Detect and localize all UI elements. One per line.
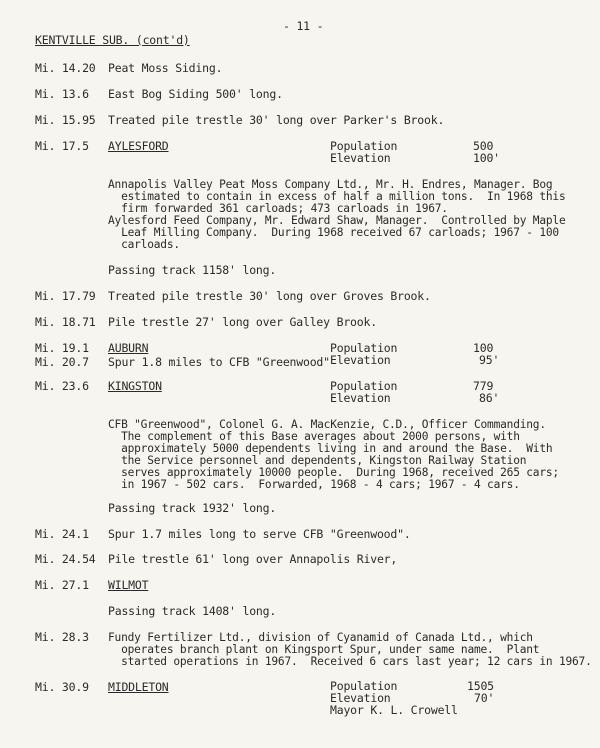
elevation-label: Elevation xyxy=(330,353,391,367)
elevation-value: 100' xyxy=(473,151,500,165)
mile-marker: Mi. 18.71 xyxy=(35,315,96,329)
population-value: 100 xyxy=(473,341,494,355)
population-label: Population xyxy=(330,379,398,393)
paragraph-line: Annapolis Valley Peat Moss Company Ltd., Mr. H. Endres, Manager. Bog xyxy=(108,178,553,191)
paragraph-line: carloads. xyxy=(108,238,180,251)
paragraph-line: started operations in 1967. Received 6 cars last year; 12 cars in 1967. xyxy=(108,655,592,668)
mile-marker: Mi. 24.1 xyxy=(35,527,89,541)
paragraph-line: The complement of this Base averages about 2000 persons, with xyxy=(108,430,520,443)
entry-text: Peat Moss Siding. xyxy=(108,61,223,75)
entry-text: Treated pile trestle 30' long over Parker's Brook. xyxy=(108,113,445,127)
mile-marker: Mi. 17.5 xyxy=(35,139,89,153)
mile-marker: Mi. 13.6 xyxy=(35,87,89,101)
passing-track: Passing track 1408' long. xyxy=(108,604,277,618)
elevation-value: 86' xyxy=(479,391,500,405)
elevation-value: 70' xyxy=(474,691,495,705)
elevation-label: Elevation xyxy=(330,691,391,705)
mile-marker: Mi. 28.3 xyxy=(35,630,89,644)
population-label: Population xyxy=(330,679,398,693)
paragraph-line: Aylesford Feed Company, Mr. Edward Shaw, Manager. Controlled by Maple xyxy=(108,214,566,227)
paragraph-line: in 1967 - 502 cars. Forwarded, 1968 - 4 cars; 1967 - 4 cars. xyxy=(108,478,520,491)
mile-marker: Mi. 19.1 xyxy=(35,341,89,355)
paragraph-line: operates branch plant on Kingsport Spur, under same name. Plant xyxy=(108,643,540,656)
population-label: Population xyxy=(330,341,398,355)
station-name: AUBURN xyxy=(108,341,149,355)
mayor-line: Mayor K. L. Crowell xyxy=(330,703,458,717)
paragraph-line: firm forwarded 361 carloads; 473 carloads in 1967. xyxy=(108,202,448,215)
station-name: AYLESFORD xyxy=(108,139,169,153)
population-label: Population xyxy=(330,139,398,153)
section-heading: KENTVILLE SUB. (cont'd) xyxy=(35,33,190,47)
elevation-label: Elevation xyxy=(330,391,391,405)
population-value: 779 xyxy=(473,379,494,393)
paragraph-line: Leaf Milling Company. During 1968 received 67 carloads; 1967 - 100 xyxy=(108,226,559,239)
station-name: KINGSTON xyxy=(108,379,162,393)
passing-track: Passing track 1158' long. xyxy=(108,263,277,277)
mile-marker: Mi. 24.54 xyxy=(35,552,96,566)
mile-marker: Mi. 27.1 xyxy=(35,578,89,592)
paragraph-line: approximately 5000 dependents living in and around the Base. With xyxy=(108,442,553,455)
elevation-label: Elevation xyxy=(330,151,391,165)
station-name: WILMOT xyxy=(108,578,149,592)
mile-marker: Mi. 23.6 xyxy=(35,379,89,393)
paragraph-line: CFB "Greenwood", Colonel G. A. MacKenzie, C.D., Officer Commanding. xyxy=(108,418,546,431)
entry-text: Spur 1.8 miles to CFB "Greenwood" xyxy=(108,355,330,369)
elevation-value: 95' xyxy=(479,353,500,367)
paragraph-line: Fundy Fertilizer Ltd., division of Cyanamid of Canada Ltd., which xyxy=(108,631,533,644)
mile-marker: Mi. 14.20 xyxy=(35,61,96,75)
paragraph-line: estimated to contain in excess of half a million tons. In 1968 this xyxy=(108,190,566,203)
mile-marker: Mi. 15.95 xyxy=(35,113,96,127)
entry-text: Pile trestle 61' long over Annapolis River, xyxy=(108,552,398,566)
entry-text: Treated pile trestle 30' long over Groves Brook. xyxy=(108,289,431,303)
mile-marker: Mi. 20.7 xyxy=(35,355,89,369)
population-value: 500 xyxy=(473,139,494,153)
entry-text: Pile trestle 27' long over Galley Brook. xyxy=(108,315,377,329)
entry-text: Spur 1.7 miles long to serve CFB "Greenwood". xyxy=(108,527,411,541)
population-value: 1505 xyxy=(467,679,494,693)
mile-marker: Mi. 30.9 xyxy=(35,680,89,694)
paragraph-line: the Service personnel and dependents, Kingston Railway Station xyxy=(108,454,527,467)
mile-marker: Mi. 17.79 xyxy=(35,289,96,303)
paragraph-line: serves approximately 10000 people. During 1968, received 265 cars; xyxy=(108,466,559,479)
page-number: - 11 - xyxy=(283,19,324,33)
entry-text: East Bog Siding 500' long. xyxy=(108,87,283,101)
passing-track: Passing track 1932' long. xyxy=(108,501,277,515)
station-name: MIDDLETON xyxy=(108,680,169,694)
